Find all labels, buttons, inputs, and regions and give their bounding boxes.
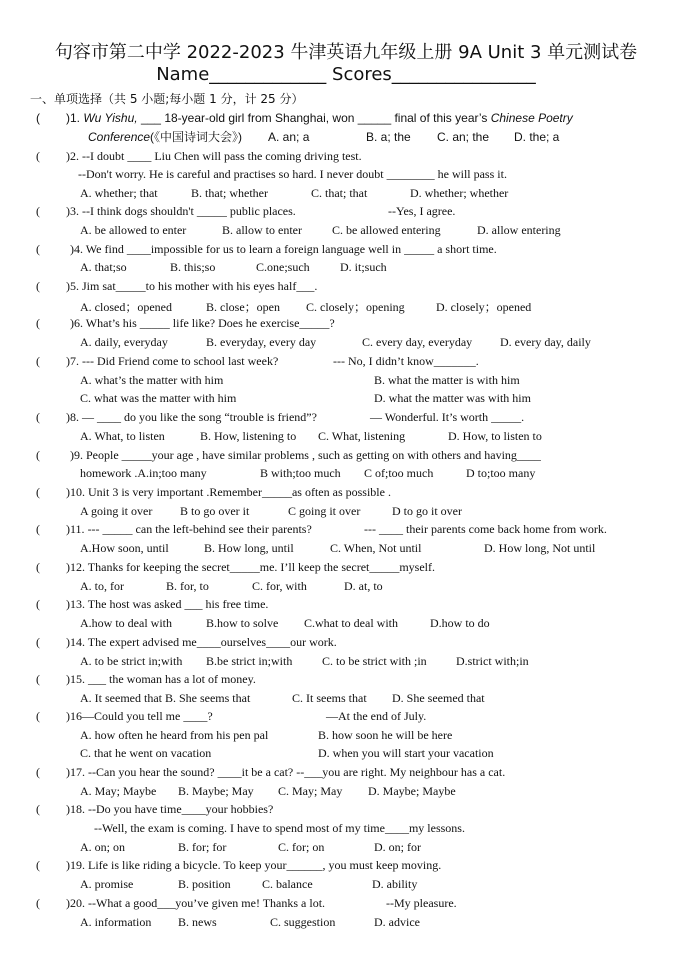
option: C. for; on	[278, 840, 325, 854]
option: A.How soon, until	[80, 541, 169, 555]
option: C. that he went on vacation	[80, 746, 212, 760]
question-5: ( )5. Jim sat_____to his mother with his eyes half___.	[36, 279, 318, 293]
question-18-line2: --Well, the exam is coming. I have to spend most of my time____my lessons.	[94, 821, 465, 835]
option: B. How, listening to	[200, 429, 297, 443]
option: B.be strict in;with	[206, 654, 293, 668]
question-3: ( )3. --I think dogs shouldn't _____ public places.	[36, 204, 296, 218]
option: B.how to solve	[206, 616, 279, 630]
option: C. to be strict with ;in	[322, 654, 427, 668]
section-heading: 一、单项选择（共 5 小题;每小题 1 分，计 25 分）	[30, 92, 304, 106]
option: C. that; that	[311, 186, 368, 200]
question-1-line2: Conference(《中国诗词大会》)	[88, 130, 243, 144]
option: D. She seemed that	[392, 691, 485, 705]
option: B. everyday, every day	[206, 335, 317, 349]
option: A. an; a	[268, 130, 310, 144]
option: C. It seems that	[292, 691, 367, 705]
option: D. the; a	[514, 130, 560, 144]
option: B. for, to	[166, 579, 209, 593]
name-score-line: Name_____________ Scores________________	[156, 64, 536, 85]
option: C. an; the	[437, 130, 490, 144]
option: C. When, Not until	[330, 541, 422, 555]
option: C.one;such	[256, 260, 310, 274]
option: C. every day, everyday	[362, 335, 473, 349]
option: B with;too much	[260, 466, 341, 480]
option: A. be allowed to enter	[80, 223, 187, 237]
question-13: ( )13. The host was asked ___ his free time.	[36, 597, 269, 611]
question-2: ( )2. --I doubt ____ Liu Chen will pass the coming driving test.	[36, 149, 362, 163]
option: A. May; Maybe	[80, 784, 157, 798]
question-15: ( )15. ___ the woman has a lot of money.	[36, 672, 256, 686]
option: B. for; for	[178, 840, 227, 854]
option: D to go it over	[392, 504, 462, 518]
option: A. whether; that	[80, 186, 158, 200]
option: D. ability	[372, 877, 418, 891]
option: D. what the matter was with him	[374, 391, 531, 405]
option: D. closely；opened	[436, 300, 532, 314]
option: A. It seemed that B. She seems that	[80, 691, 251, 705]
option: B. Maybe; May	[178, 784, 254, 798]
option: A. on; on	[80, 840, 125, 854]
option: C of;too much	[364, 466, 434, 480]
option: B. allow to enter	[222, 223, 302, 237]
question-2-line2: --Don't worry. He is careful and practises so hard. I never doubt ________ he will pass it.	[78, 167, 507, 181]
option: B. position	[178, 877, 231, 891]
option: C going it over	[288, 504, 361, 518]
option: A. closed；opened	[80, 300, 172, 314]
option: D. when you will start your vacation	[318, 746, 494, 760]
question-20: ( )20. --What a good___you’ve given me! Thanks a lot.	[36, 896, 326, 910]
option: B. what the matter is with him	[374, 373, 520, 387]
option: A. information	[80, 915, 152, 929]
option: B. news	[178, 915, 217, 929]
question-11-reply: --- ____ their parents come back home from work.	[364, 522, 607, 536]
option: D. How long, Not until	[484, 541, 596, 555]
option: C. What, listening	[318, 429, 406, 443]
option: C. for, with	[252, 579, 307, 593]
option: A. What, to listen	[80, 429, 165, 443]
option: C. balance	[262, 877, 313, 891]
option: A. daily, everyday	[80, 335, 168, 349]
option: D. allow entering	[477, 223, 561, 237]
question-16-reply: —At the end of July.	[326, 709, 427, 723]
option: B. a; the	[366, 130, 411, 144]
option: D. it;such	[340, 260, 387, 274]
option: D. at, to	[344, 579, 383, 593]
option: C.what to deal with	[304, 616, 398, 630]
option: D. whether; whether	[410, 186, 509, 200]
option: D to;too many	[466, 466, 536, 480]
option: A. to be strict in;with	[80, 654, 183, 668]
question-20-reply: --My pleasure.	[386, 896, 457, 910]
question-8-reply: — Wonderful. It’s worth _____.	[370, 410, 525, 424]
option: A.how to deal with	[80, 616, 172, 630]
option: D. advice	[374, 915, 420, 929]
option: B. this;so	[170, 260, 216, 274]
option: B. that; whether	[191, 186, 268, 200]
exam-title: 句容市第二中学 2022-2023 牛津英语九年级上册 9A Unit 3 单元测试卷	[54, 42, 638, 63]
question-7: ( )7. --- Did Friend come to school last week?	[36, 354, 279, 368]
question-10: ( )10. Unit 3 is very important .Remember_____as often as possible .	[36, 485, 391, 499]
option: A. that;so	[80, 260, 127, 274]
option: B. How long, until	[204, 541, 294, 555]
question-14: ( )14. The expert advised me____ourselves____our work.	[36, 635, 337, 649]
question-6: ( )6. What’s his _____ life like? Does he exercise_____?	[36, 316, 335, 330]
option: B. how soon he will be here	[318, 728, 453, 742]
question-4: ( )4. We find ____impossible for us to learn a foreign language well in _____ a short time.	[36, 242, 497, 256]
option: C. suggestion	[270, 915, 336, 929]
question-19: ( )19. Life is like riding a bicycle. To keep your______, you must keep moving.	[36, 858, 442, 872]
option: A. promise	[80, 877, 134, 891]
question-17: ( )17. --Can you hear the sound? ____it be a cat? --___you are right. My neighbour has a cat.	[36, 765, 506, 779]
option: C. what was the matter with him	[80, 391, 237, 405]
option: D.how to do	[430, 616, 490, 630]
option: B to go over it	[180, 504, 250, 518]
question-7-reply: --- No, I didn’t know_______.	[333, 354, 479, 368]
question-1: ( )1. Wu Yishu, ___ 18-year-old girl from Shanghai, won _____ final of this year’s Chinese Poetry	[36, 111, 573, 125]
question-8: ( )8. — ____ do you like the song “trouble is friend”?	[36, 410, 317, 424]
question-12: ( )12. Thanks for keeping the secret_____me. I’ll keep the secret_____myself.	[36, 560, 436, 574]
option: C. May; May	[278, 784, 343, 798]
question-16: ( )16—Could you tell me ____?	[36, 709, 213, 723]
option: A. to, for	[80, 579, 124, 593]
question-9-line2: homework .A.in;too many	[80, 466, 207, 480]
option: B. close；open	[206, 300, 280, 314]
option: D. How, to listen to	[448, 429, 542, 443]
option: C. be allowed entering	[332, 223, 441, 237]
option: D. on; for	[374, 840, 421, 854]
question-9: ( )9. People _____your age , have similar problems , such as getting on with others and having____	[36, 448, 541, 462]
question-11: ( )11. --- _____ can the left-behind see their parents?	[36, 522, 312, 536]
option: A. how often he heard from his pen pal	[80, 728, 269, 742]
question-18: ( )18. --Do you have time____your hobbies?	[36, 802, 274, 816]
option: D. Maybe; Maybe	[368, 784, 456, 798]
option: A going it over	[80, 504, 153, 518]
option: C. closely；opening	[306, 300, 405, 314]
option: D. every day, daily	[500, 335, 591, 349]
option: A. what’s the matter with him	[80, 373, 224, 387]
question-3-reply: --Yes, I agree.	[388, 204, 456, 218]
option: D.strict with;in	[456, 654, 529, 668]
